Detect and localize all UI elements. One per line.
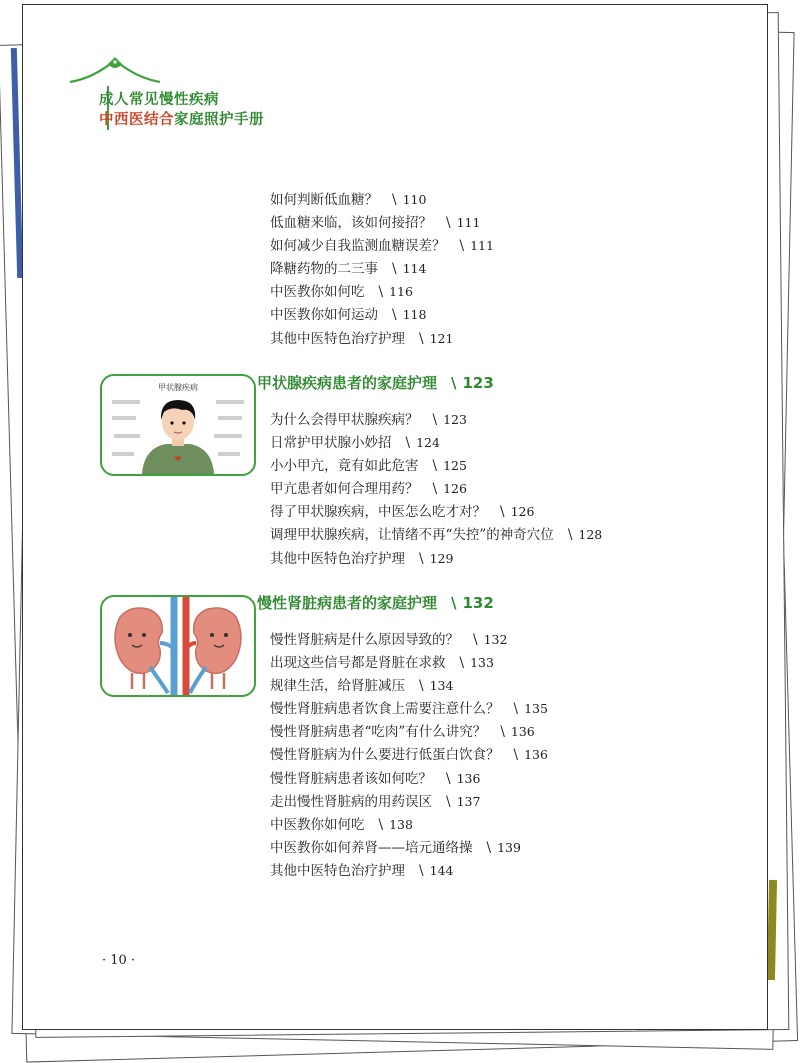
toc-separator: \ xyxy=(405,435,411,452)
toc-page-number: 116 xyxy=(389,284,413,300)
toc-entry[interactable] xyxy=(270,697,548,720)
toc-page-number: 138 xyxy=(389,816,413,832)
book-title-green: 家庭照护手册 xyxy=(174,112,264,128)
toc-separator: \ xyxy=(378,284,384,301)
toc-separator: \ xyxy=(451,374,457,392)
toc-entry[interactable] xyxy=(270,408,602,431)
toc-entry-title: 小小甲亢，竟有如此危害 xyxy=(270,458,419,475)
toc-entry-title: 得了甲状腺疾病，中医怎么吃才对？ xyxy=(270,504,486,521)
chapter-page-number: 123 xyxy=(462,374,494,392)
toc-entry-title: 降糖药物的二三事 xyxy=(270,261,378,278)
toc-entry-title: 其他中医特色治疗护理 xyxy=(270,862,405,879)
toc-entry-title: 慢性肾脏病是什么原因导致的？ xyxy=(270,632,459,648)
toc-entry-title: 其他中医特色治疗护理 xyxy=(270,550,405,567)
toc-entry[interactable] xyxy=(270,431,602,454)
toc-page-number: 126 xyxy=(443,481,467,497)
toc-entry[interactable] xyxy=(270,500,602,523)
book-title xyxy=(99,108,264,129)
toc-separator: \ xyxy=(419,678,424,695)
toc-page-number: 118 xyxy=(402,307,427,323)
toc-page-number: 135 xyxy=(524,701,548,717)
toc-page-number: 134 xyxy=(429,678,454,694)
toc-entry-title: 如何判断低血糖？ xyxy=(270,192,378,208)
toc-entry[interactable] xyxy=(270,211,494,234)
toc-separator: \ xyxy=(419,862,424,879)
toc-entry[interactable] xyxy=(270,327,494,350)
toc-separator: \ xyxy=(459,238,465,255)
toc-entry[interactable] xyxy=(270,454,602,477)
thumb-caption: 甲状腺疾病 xyxy=(158,383,198,392)
toc-entry[interactable] xyxy=(270,234,494,257)
toc-entry-title: 中医教你如何运动 xyxy=(270,307,378,324)
toc-separator: \ xyxy=(392,307,397,324)
toc-separator: \ xyxy=(378,816,384,833)
toc-entry-title: 低血糖来临，该如何接招？ xyxy=(270,215,432,232)
toc-separator: \ xyxy=(567,527,573,544)
toc-separator: \ xyxy=(500,504,505,521)
toc-entry-title: 中医教你如何吃 xyxy=(270,816,365,833)
toc-entry[interactable] xyxy=(270,743,548,766)
toc-entry[interactable] xyxy=(270,257,494,280)
toc-entry-title: 规律生活，给肾脏减压 xyxy=(270,678,405,695)
toc-page-number: 111 xyxy=(470,238,494,254)
toc-page-number: 114 xyxy=(402,261,427,277)
toc-entry-title: 甲亢患者如何合理用药？ xyxy=(270,481,419,498)
chapter-page-number: 132 xyxy=(462,594,494,612)
toc-entry-title: 慢性肾脏病患者“吃肉”有什么讲究？ xyxy=(270,724,487,741)
toc-entry-title: 出现这些信号都是肾脏在求救 xyxy=(270,655,446,672)
toc-page-number: 128 xyxy=(578,527,603,543)
toc-page-number: 133 xyxy=(470,655,494,671)
kidney-illustration xyxy=(100,595,256,697)
page-number: · 10 · xyxy=(102,953,136,968)
toc-entry[interactable] xyxy=(270,303,494,326)
toc-entry-title: 慢性肾脏病患者饮食上需要注意什么？ xyxy=(270,701,500,718)
toc-entry-title: 中医教你如何养肾——培元通络操 xyxy=(270,839,473,856)
toc-page-number: 123 xyxy=(443,412,467,427)
toc-separator: \ xyxy=(446,793,451,810)
book-title-red: 中西医结合 xyxy=(99,112,174,128)
toc-separator: \ xyxy=(446,215,451,232)
toc-entry[interactable] xyxy=(270,651,548,674)
toc-entry[interactable] xyxy=(270,859,548,882)
toc-entry-title: 慢性肾脏病为什么要进行低蛋白饮食？ xyxy=(270,747,500,764)
toc-separator: \ xyxy=(432,481,438,498)
chapter-heading-kidney[interactable] xyxy=(257,592,494,613)
toc-separator: \ xyxy=(486,839,492,856)
toc-separator: \ xyxy=(446,770,451,787)
toc-page-number: 139 xyxy=(497,839,521,855)
toc-list-kidney xyxy=(270,628,548,882)
chapter-title: 甲状腺疾病患者的家庭护理 xyxy=(257,374,438,392)
toc-separator: \ xyxy=(473,632,478,648)
toc-page-number: 124 xyxy=(416,435,440,451)
toc-page-number: 136 xyxy=(524,747,548,763)
toc-separator: \ xyxy=(392,192,397,208)
toc-entry[interactable] xyxy=(270,547,602,570)
toc-entry-title: 调理甲状腺疾病，让情绪不再“失控”的神奇穴位 xyxy=(270,527,554,544)
toc-separator: \ xyxy=(451,594,457,612)
toc-entry[interactable] xyxy=(270,790,548,813)
toc-entry[interactable] xyxy=(270,720,548,743)
toc-separator: \ xyxy=(419,550,424,567)
toc-separator: \ xyxy=(432,412,438,428)
toc-page-number: 126 xyxy=(510,504,535,520)
toc-page-number: 111 xyxy=(456,215,481,231)
toc-separator: \ xyxy=(419,330,424,347)
toc-entry[interactable] xyxy=(270,813,548,836)
toc-page-number: 125 xyxy=(443,458,467,474)
toc-page-number: 121 xyxy=(429,330,454,346)
toc-entry-title: 其他中医特色治疗护理 xyxy=(270,330,405,347)
toc-entry-title: 日常护甲状腺小妙招 xyxy=(270,435,392,452)
toc-separator: \ xyxy=(513,701,519,718)
chapter-title: 慢性肾脏病患者的家庭护理 xyxy=(257,594,438,612)
toc-entry[interactable] xyxy=(270,477,602,500)
toc-page-number: 132 xyxy=(483,632,508,647)
toc-list-thyroid xyxy=(270,408,602,570)
toc-separator: \ xyxy=(500,724,505,741)
toc-separator: \ xyxy=(392,261,397,278)
toc-entry[interactable] xyxy=(270,280,494,303)
toc-entry[interactable] xyxy=(270,523,602,546)
toc-separator: \ xyxy=(459,655,465,672)
thyroid-illustration xyxy=(100,374,256,476)
toc-entry-title: 如何减少自我监测血糖误差？ xyxy=(270,238,446,255)
toc-entry[interactable] xyxy=(270,767,548,790)
toc-entry-title: 走出慢性肾脏病的用药误区 xyxy=(270,793,432,810)
toc-entry[interactable] xyxy=(270,674,548,697)
chapter-heading-thyroid[interactable] xyxy=(257,372,494,393)
toc-entry[interactable] xyxy=(270,628,548,651)
toc-separator: \ xyxy=(513,747,519,764)
series-title: 成人常见慢性疾病 xyxy=(99,92,219,108)
toc-page-number: 136 xyxy=(456,770,481,786)
toc-page-number: 110 xyxy=(402,192,427,207)
toc-list-continued xyxy=(270,188,494,350)
toc-page-number: 144 xyxy=(429,862,454,878)
toc-entry-title: 中医教你如何吃 xyxy=(270,284,365,301)
toc-page-number: 137 xyxy=(456,793,481,809)
toc-entry-title: 慢性肾脏病患者该如何吃？ xyxy=(270,770,432,787)
toc-entry-title: 为什么会得甲状腺疾病？ xyxy=(270,412,419,428)
toc-entry[interactable] xyxy=(270,188,494,211)
toc-entry[interactable] xyxy=(270,836,548,859)
toc-separator: \ xyxy=(432,458,438,475)
toc-page-number: 136 xyxy=(510,724,535,740)
toc-page-number: 129 xyxy=(429,550,454,566)
